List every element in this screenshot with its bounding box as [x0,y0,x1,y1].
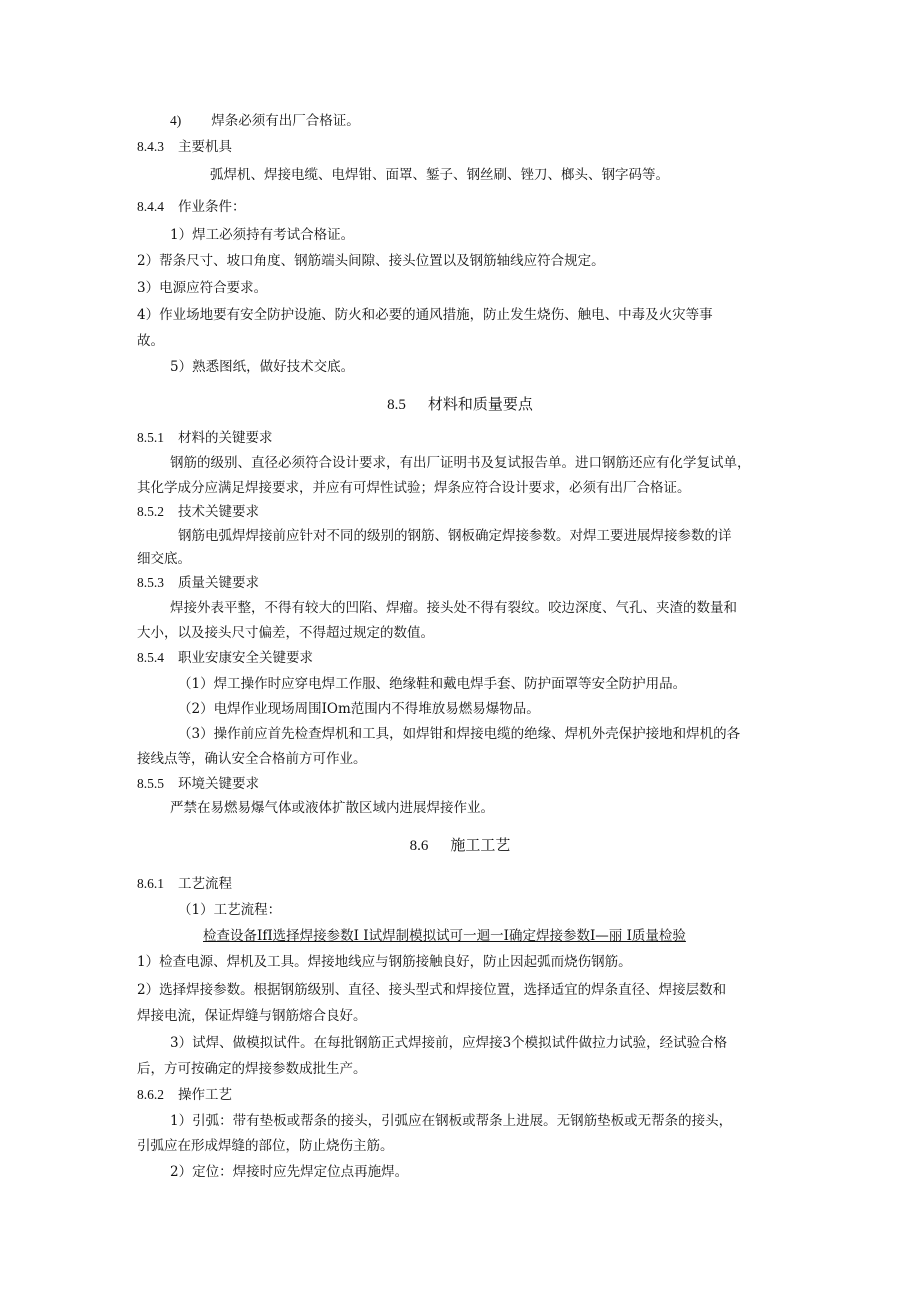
process-step-2-line-1: 2）选择焊接参数。根据钢筋级别、直径、接头型式和焊接位置，选择适宜的焊条直径、焊接层数和 [137,982,727,998]
para-8-5-1-line-1: 钢筋的级别、直径必须符合设计要求，有出厂证明书及复试报告单。进口钢筋还应有化学复试单， [170,455,751,471]
condition-4-line-1: 4）作业场地要有安全防护设施、防火和必要的通风措施，防止发生烧伤、触电、中毒及火灾等事 [137,307,713,323]
heading-8-4-3: 8.4.3 主要机具 [137,139,232,155]
condition-2: 2）帮条尺寸、坡口角度、钢筋端头间隙、接头位置以及钢筋轴线应符合规定。 [137,253,605,269]
section-title-8-5: 8.5 材料和质量要点 [387,395,533,413]
condition-5: 5）熟悉图纸，做好技术交底。 [170,359,355,375]
heading-8-5-5: 8.5.5 环境关键要求 [137,776,259,792]
condition-1: 1）焊工必须持有考试合格证。 [170,227,355,243]
condition-3: 3）电源应符合要求。 [137,280,268,296]
para-8-5-2-line-2: 细交底。 [137,551,191,567]
heading-8-5-4: 8.5.4 职业安康安全关键要求 [137,650,313,666]
section-title-8-6: 8.6 施工工艺 [409,836,511,854]
safety-item-1: （1）焊工操作时应穿电焊工作服、绝缘鞋和戴电焊手套、防护面罩等安全防护用品。 [178,676,687,692]
process-intro: （1）工艺流程： [178,902,282,918]
safety-item-3-line-2: 接线点等，确认安全合格前方可作业。 [137,751,367,767]
process-step-2-line-2: 焊接电流，保证焊缝与钢筋熔合良好。 [137,1008,367,1024]
process-flow-chain: 检查设备IfI选择焊接参数I I试焊制模拟试可一迴一I确定焊接参数I—丽 I质量检验 [203,928,686,944]
operation-step-1-line-2: 引弧应在形成焊缝的部位，防止烧伤主筋。 [137,1138,394,1154]
condition-4-line-2: 故。 [137,333,164,349]
para-8-5-5: 严禁在易燃易爆气体或液体扩散区域内进展焊接作业。 [170,800,494,816]
process-step-3-line-1: 3）试焊、做模拟试件。在每批钢筋正式焊接前，应焊接3个模拟试件做拉力试验，经试验合格 [170,1035,728,1051]
process-step-1: 1）检查电源、焊机及工具。焊接地线应与钢筋接触良好，防止因起弧而烧伤钢筋。 [137,954,632,970]
process-step-3-line-2: 后，方可按确定的焊接参数成批生产。 [137,1061,367,1077]
para-8-5-3-line-1: 焊接外表平整，不得有较大的凹陷、焊瘤。接头处不得有裂纹。咬边深度、气孔、夹渣的数量和 [170,600,737,616]
heading-8-5-1: 8.5.1 材料的关键要求 [137,430,273,446]
para-8-5-3-line-2: 大小，以及接头尺寸偏差，不得超过规定的数值。 [137,625,434,641]
list-item-4: 4) 焊条必须有出厂合格证。 [170,113,360,129]
heading-8-4-4: 8.4.4 作业条件： [137,199,246,215]
para-8-5-2-line-1: 钢筋电弧焊焊接前应针对不同的级别的钢筋、钢板确定焊接参数。对焊工要进展焊接参数的详 [178,528,732,544]
heading-8-6-1: 8.6.1 工艺流程 [137,876,232,892]
safety-item-2: （2）电焊作业现场周围IOm范围内不得堆放易燃易爆物品。 [178,701,540,717]
para-8-5-1-line-2: 其化学成分应满足焊接要求，并应有可焊性试验；焊条应符合设计要求，必须有出厂合格证。 [137,480,691,496]
tools-paragraph: 弧焊机、焊接电缆、电焊钳、面罩、錾子、钢丝刷、锉刀、榔头、钢字码等。 [210,167,669,183]
heading-8-5-3: 8.5.3 质量关键要求 [137,575,259,591]
operation-step-2: 2）定位：焊接时应先焊定位点再施焊。 [170,1164,409,1180]
operation-step-1-line-1: 1）引弧：带有垫板或帮条的接头，引弧应在钢板或帮条上进展。无钢筋垫板或无帮条的接头， [170,1113,733,1129]
heading-8-5-2: 8.5.2 技术关键要求 [137,504,259,520]
heading-8-6-2: 8.6.2 操作工艺 [137,1087,232,1103]
safety-item-3-line-1: （3）操作前应首先检查焊机和工具，如焊钳和焊接电缆的绝缘、焊机外壳保护接地和焊机的各 [178,726,741,742]
